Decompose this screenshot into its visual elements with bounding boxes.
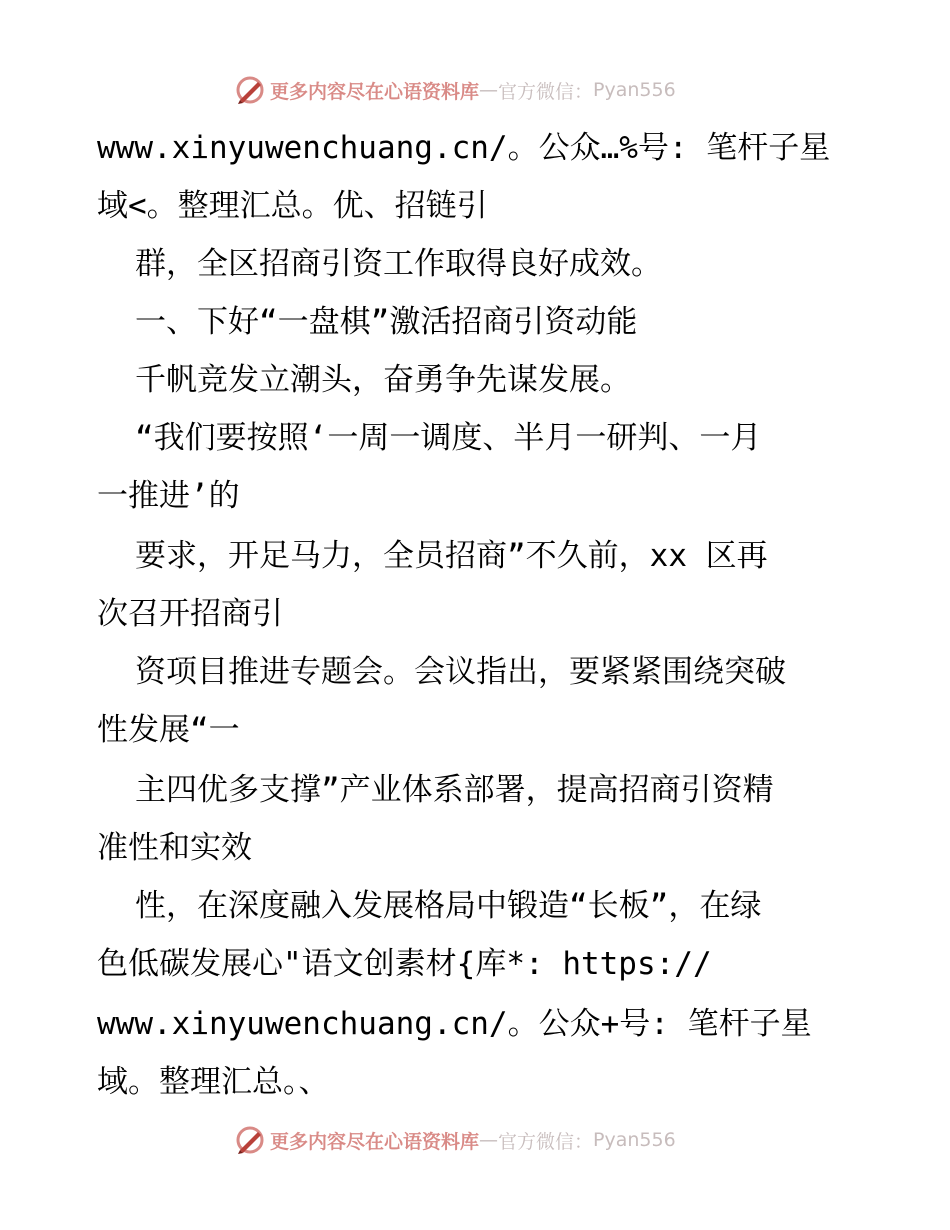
body-line-2: 域<。整理汇总。优、招链引 [97,188,488,224]
footer-banner [0,1120,950,1160]
banner-content [234,1120,676,1160]
body-line-12: 主四优多支撑”产业体系部署，提高招商引资精 [135,772,774,808]
banner-dash: — [479,79,499,101]
banner-wechat-id: Pyan556 [593,79,676,101]
body-line-14: 性，在深度融入发展格局中锻造“长板”，在绿 [135,888,762,924]
body-line-6: “我们要按照‘一周一调度、半月一研判、一月 [135,420,762,456]
banner-sub-text: 官方微信： [498,1130,594,1153]
body-line-13: 准性和实效 [97,830,252,866]
body-line-17: 域。整理汇总。、 [97,1064,330,1100]
banner-main-text: 更多内容尽在心语资料库 [270,1130,480,1153]
body-line-16: www.xinyuwenchuang.cn/。公众+号: 笔杆子星 [97,1006,812,1042]
banner-main-text: 更多内容尽在心语资料库 [270,80,480,103]
body-line-5: 千帆竞发立潮头，奋勇争先谋发展。 [135,362,631,398]
header-banner [0,70,950,110]
pen-logo-icon [234,74,266,106]
banner-content [234,70,676,110]
body-line-9: 次召开招商引 [97,596,283,632]
body-line-7: 一推进’的 [97,478,240,514]
banner-wechat-id: Pyan556 [593,1129,676,1151]
body-line-11: 性发展“一 [97,712,240,748]
body-line-8: 要求，开足马力，全员招商”不久前，xx 区再 [135,538,768,574]
body-line-4: 一、下好“一盘棋”激活招商引资动能 [135,304,638,340]
banner-sub-text: 官方微信： [498,80,594,103]
body-line-1: www.xinyuwenchuang.cn/。公众…%号: 笔杆子星 [97,130,831,166]
body-line-3: 群，全区招商引资工作取得良好成效。 [135,246,662,282]
body-line-10: 资项目推进专题会。会议指出，要紧紧围绕突破 [135,654,786,690]
body-line-15: 色低碳发展心"语文创素材{库*: https:// [97,946,712,982]
pen-logo-icon [234,1124,266,1156]
banner-dash: — [479,1129,499,1151]
